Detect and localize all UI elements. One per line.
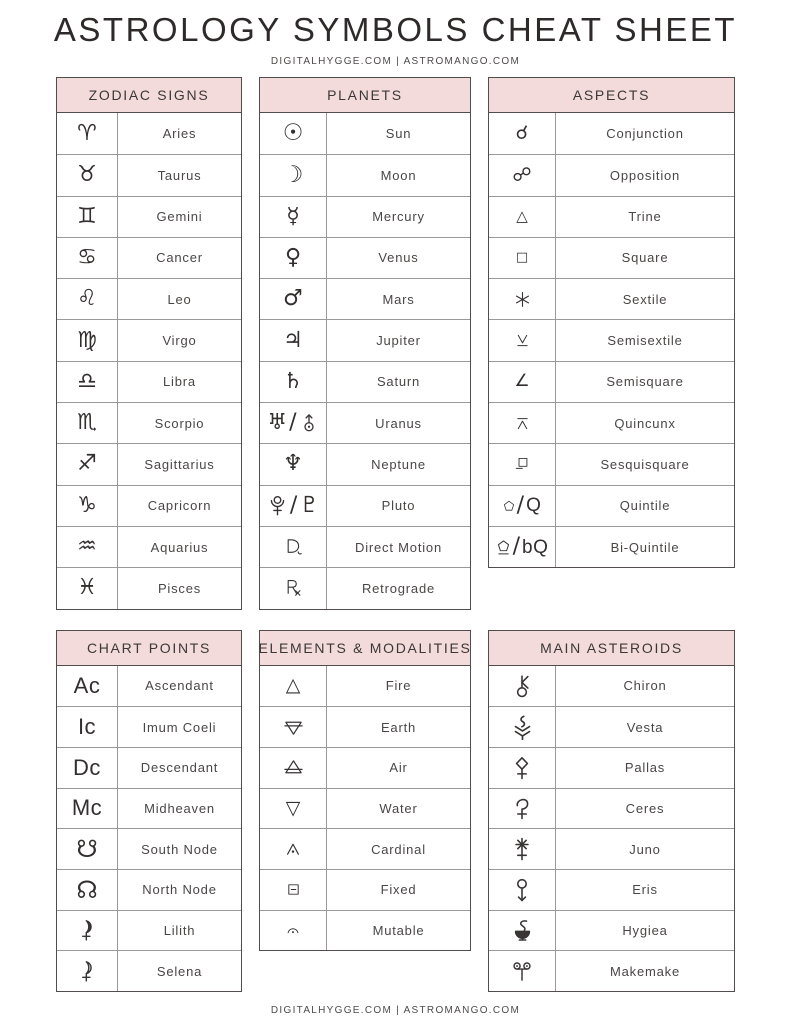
mutable-icon bbox=[286, 923, 300, 937]
symbol-text: ♀ bbox=[284, 244, 302, 270]
symbol-mars bbox=[260, 279, 327, 319]
label-selena: Selena bbox=[156, 963, 203, 979]
table-row bbox=[260, 828, 470, 869]
symbol-ascendant bbox=[57, 666, 118, 707]
symbol-text: ♑ bbox=[77, 492, 97, 518]
symbol-virgo bbox=[57, 320, 118, 360]
selena-icon bbox=[76, 960, 98, 982]
label-jupiter: Jupiter bbox=[376, 333, 421, 349]
table-body bbox=[489, 113, 734, 567]
symbol-juno bbox=[489, 829, 556, 869]
table-row bbox=[489, 278, 734, 319]
symbol-midheaven bbox=[57, 789, 118, 829]
symbol-fixed bbox=[260, 870, 327, 910]
symbol-trine bbox=[489, 197, 556, 237]
table-row bbox=[57, 706, 241, 747]
label-saturn: Saturn bbox=[376, 374, 421, 390]
symbol-makemake bbox=[489, 951, 556, 991]
table-row bbox=[57, 402, 241, 443]
direct-motion-icon bbox=[285, 537, 302, 557]
label-sun: Sun bbox=[385, 126, 412, 142]
table-row bbox=[489, 196, 734, 237]
table-row bbox=[260, 706, 470, 747]
table-row bbox=[489, 113, 734, 154]
symbol-uranus bbox=[260, 403, 327, 443]
table-row bbox=[57, 361, 241, 402]
table-body bbox=[57, 666, 241, 992]
table-row bbox=[57, 196, 241, 237]
table-chart-points bbox=[56, 630, 242, 993]
pallas-icon bbox=[510, 756, 534, 780]
symbol-imum-coeli bbox=[57, 707, 118, 747]
label-direct-motion: Direct Motion bbox=[355, 539, 442, 555]
label-uranus: Uranus bbox=[375, 415, 422, 431]
quincunx-icon bbox=[515, 416, 530, 431]
label-virgo: Virgo bbox=[162, 333, 197, 349]
symbol-text: ☿ bbox=[286, 203, 300, 229]
label-pisces: Pisces bbox=[157, 580, 202, 596]
table-row bbox=[57, 526, 241, 567]
vesta-icon bbox=[510, 715, 535, 740]
symbol-text: △ bbox=[285, 674, 301, 697]
table-row bbox=[260, 361, 470, 402]
pentagon-icon bbox=[503, 500, 515, 512]
label-moon: Moon bbox=[380, 167, 417, 183]
table-body bbox=[260, 666, 470, 951]
table-planets bbox=[259, 77, 471, 610]
label-bi-quintile: Bi-Quintile bbox=[610, 539, 680, 555]
table-row bbox=[57, 828, 241, 869]
juno-icon bbox=[510, 837, 534, 861]
label-pallas: Pallas bbox=[624, 760, 666, 776]
table-title: PLANETS bbox=[260, 78, 470, 113]
symbol-text: ♎ bbox=[77, 368, 97, 394]
symbol-hygiea bbox=[489, 911, 556, 951]
table-row bbox=[489, 869, 734, 910]
label-pluto: Pluto bbox=[381, 498, 416, 514]
label-gemini: Gemini bbox=[156, 209, 203, 225]
symbol-text: ♇ bbox=[299, 492, 320, 518]
sesquisquare-icon bbox=[515, 457, 529, 471]
table-row bbox=[57, 154, 241, 195]
label-quintile: Quintile bbox=[619, 498, 671, 514]
table-body bbox=[489, 666, 734, 992]
symbol-taurus bbox=[57, 155, 118, 195]
symbol-text: Mc bbox=[71, 795, 103, 821]
symbol-mutable bbox=[260, 911, 327, 951]
table-elements-modalities bbox=[259, 630, 471, 952]
symbol-chiron bbox=[489, 666, 556, 707]
symbol-text: Ac bbox=[73, 672, 101, 698]
table-row bbox=[489, 237, 734, 278]
table-title: CHART POINTS bbox=[57, 631, 241, 666]
table-row bbox=[57, 443, 241, 484]
symbol-text: ☋ bbox=[76, 835, 98, 864]
label-semisquare: Semisquare bbox=[606, 374, 684, 390]
tables-row-2 bbox=[56, 630, 735, 993]
table-row bbox=[260, 910, 470, 951]
symbol-cancer bbox=[57, 238, 118, 278]
symbol-text: ∠ bbox=[514, 371, 530, 392]
symbol-text: ♍ bbox=[77, 327, 97, 353]
label-eris: Eris bbox=[632, 882, 658, 898]
table-row bbox=[489, 402, 734, 443]
hygiea-icon bbox=[511, 919, 534, 942]
label-imum-coeli: Imum Coeli bbox=[142, 719, 217, 735]
table-title: ZODIAC SIGNS bbox=[57, 78, 241, 113]
label-aquarius: Aquarius bbox=[150, 539, 209, 555]
symbol-text: bQ bbox=[522, 536, 549, 558]
table-row bbox=[489, 666, 734, 707]
lilith-icon bbox=[76, 919, 98, 941]
label-cancer: Cancer bbox=[156, 250, 203, 266]
table-body bbox=[260, 113, 470, 609]
symbol-libra bbox=[57, 362, 118, 402]
table-row bbox=[57, 910, 241, 951]
table-row bbox=[260, 319, 470, 360]
symbol-text: △ bbox=[516, 207, 528, 226]
table-row bbox=[260, 747, 470, 788]
symbol-semisextile bbox=[489, 320, 556, 360]
symbol-text: ♐ bbox=[77, 451, 97, 477]
label-vesta: Vesta bbox=[626, 719, 664, 735]
table-row bbox=[260, 237, 470, 278]
symbol-square bbox=[489, 238, 556, 278]
label-leo: Leo bbox=[167, 291, 192, 307]
label-opposition: Opposition bbox=[609, 167, 681, 183]
cheat-sheet bbox=[56, 77, 735, 992]
symbol-text: ♒ bbox=[77, 534, 97, 560]
symbol-descendant bbox=[57, 748, 118, 788]
symbol-text: ♄ bbox=[283, 368, 303, 394]
symbol-selena bbox=[57, 951, 118, 991]
symbol-text: □ bbox=[515, 250, 529, 266]
table-zodiac-signs bbox=[56, 77, 242, 610]
table-row bbox=[260, 196, 470, 237]
semisextile-icon bbox=[515, 333, 530, 348]
table-row bbox=[57, 567, 241, 608]
label-midheaven: Midheaven bbox=[144, 800, 215, 816]
label-ceres: Ceres bbox=[625, 800, 665, 816]
symbol-pisces bbox=[57, 568, 118, 608]
symbol-text: ♓ bbox=[77, 575, 97, 601]
label-quincunx: Quincunx bbox=[614, 415, 676, 431]
symbol-opposition bbox=[489, 155, 556, 195]
symbol-direct-motion bbox=[260, 527, 327, 567]
label-chiron: Chiron bbox=[623, 678, 667, 694]
symbol-jupiter bbox=[260, 320, 327, 360]
symbol-quintile bbox=[489, 486, 556, 526]
symbol-retrograde bbox=[260, 568, 327, 608]
symbol-moon bbox=[260, 155, 327, 195]
label-descendant: Descendant bbox=[140, 760, 219, 776]
label-cardinal: Cardinal bbox=[371, 841, 426, 857]
chiron-icon bbox=[510, 674, 534, 698]
table-row bbox=[260, 526, 470, 567]
symbol-text: ☽ bbox=[282, 161, 304, 188]
symbol-mercury bbox=[260, 197, 327, 237]
table-row bbox=[57, 319, 241, 360]
table-row bbox=[260, 666, 470, 707]
label-south-node: South Node bbox=[141, 841, 218, 857]
symbol-air bbox=[260, 748, 327, 788]
table-row bbox=[489, 706, 734, 747]
symbol-sesquisquare bbox=[489, 444, 556, 484]
symbol-earth bbox=[260, 707, 327, 747]
fixed-icon bbox=[286, 882, 301, 897]
table-row bbox=[260, 567, 470, 608]
label-semisextile: Semisextile bbox=[607, 333, 683, 349]
label-makemake: Makemake bbox=[610, 963, 680, 979]
symbol-fire bbox=[260, 666, 327, 707]
symbol-pallas bbox=[489, 748, 556, 788]
table-title: MAIN ASTEROIDS bbox=[489, 631, 734, 666]
symbol-text: ♆ bbox=[283, 451, 303, 477]
symbol-text: ♃ bbox=[283, 327, 303, 353]
label-fixed: Fixed bbox=[380, 882, 417, 898]
table-row bbox=[489, 526, 734, 567]
air-element-icon bbox=[284, 758, 303, 777]
symbol-text: ♊ bbox=[77, 203, 97, 229]
symbol-quincunx bbox=[489, 403, 556, 443]
label-sextile: Sextile bbox=[622, 291, 668, 307]
symbol-text: ☉ bbox=[282, 120, 304, 147]
table-row bbox=[489, 828, 734, 869]
symbol-conjunction bbox=[489, 113, 556, 154]
table-row bbox=[260, 278, 470, 319]
table-row bbox=[489, 747, 734, 788]
table-row bbox=[489, 154, 734, 195]
table-row bbox=[57, 747, 241, 788]
table-row bbox=[260, 869, 470, 910]
symbol-text: ☍ bbox=[512, 163, 532, 186]
symbol-aquarius bbox=[57, 527, 118, 567]
table-row bbox=[489, 788, 734, 829]
table-row bbox=[57, 485, 241, 526]
label-trine: Trine bbox=[628, 209, 662, 225]
earth-element-icon bbox=[284, 718, 303, 737]
table-row bbox=[260, 788, 470, 829]
eris-icon bbox=[510, 878, 534, 902]
symbol-text: ▽ bbox=[285, 796, 301, 819]
symbol-pluto bbox=[260, 486, 327, 526]
symbol-aries bbox=[57, 113, 118, 154]
table-row bbox=[260, 443, 470, 484]
symbol-text: ☌ bbox=[515, 122, 529, 145]
label-conjunction: Conjunction bbox=[606, 126, 684, 142]
table-title: ASPECTS bbox=[489, 78, 734, 113]
label-scorpio: Scorpio bbox=[154, 415, 205, 431]
symbol-saturn bbox=[260, 362, 327, 402]
label-sesquisquare: Sesquisquare bbox=[600, 456, 690, 472]
symbol-semisquare bbox=[489, 362, 556, 402]
page-title: ASTROLOGY SYMBOLS CHEAT SHEET bbox=[53, 11, 738, 48]
table-main-asteroids bbox=[488, 630, 735, 993]
table-aspects bbox=[488, 77, 735, 568]
label-square: Square bbox=[621, 250, 669, 266]
table-row bbox=[489, 910, 734, 951]
symbol-text: ♏ bbox=[77, 410, 97, 436]
symbol-north-node bbox=[57, 870, 118, 910]
symbol-ceres bbox=[489, 789, 556, 829]
symbol-leo bbox=[57, 279, 118, 319]
symbol-text: ♌ bbox=[77, 286, 97, 312]
retrograde-icon bbox=[285, 578, 302, 598]
table-body bbox=[57, 113, 241, 609]
symbol-text: ♉ bbox=[77, 162, 97, 188]
symbol-text: Ic bbox=[77, 714, 97, 740]
symbol-text: ♋ bbox=[77, 244, 97, 270]
symbol-text: ♈ bbox=[77, 120, 97, 146]
credits-bottom: DIGITALHYGGE.COM | ASTROMANGO.COM bbox=[270, 1005, 521, 1016]
symbol-vesta bbox=[489, 707, 556, 747]
symbol-sagittarius bbox=[57, 444, 118, 484]
label-lilith: Lilith bbox=[163, 922, 196, 938]
symbol-text: Dc bbox=[73, 754, 101, 780]
pluto-alt-icon bbox=[267, 495, 288, 516]
label-earth: Earth bbox=[380, 719, 417, 735]
label-sagittarius: Sagittarius bbox=[144, 456, 215, 472]
label-aries: Aries bbox=[162, 126, 197, 142]
credits-top: DIGITALHYGGE.COM | ASTROMANGO.COM bbox=[270, 55, 521, 67]
symbol-water bbox=[260, 789, 327, 829]
table-row bbox=[260, 402, 470, 443]
label-mars: Mars bbox=[382, 291, 415, 307]
label-taurus: Taurus bbox=[157, 167, 202, 183]
table-row bbox=[260, 485, 470, 526]
symbol-south-node bbox=[57, 829, 118, 869]
table-row bbox=[489, 950, 734, 991]
symbol-neptune bbox=[260, 444, 327, 484]
symbol-text: Q bbox=[526, 495, 542, 517]
table-row bbox=[260, 154, 470, 195]
table-row bbox=[260, 113, 470, 154]
label-venus: Venus bbox=[378, 250, 419, 266]
table-row bbox=[57, 278, 241, 319]
symbol-eris bbox=[489, 870, 556, 910]
table-row bbox=[57, 666, 241, 707]
label-libra: Libra bbox=[163, 374, 196, 390]
label-mercury: Mercury bbox=[372, 209, 425, 225]
symbol-venus bbox=[260, 238, 327, 278]
slash-separator: / bbox=[289, 492, 298, 518]
slash-separator: / bbox=[516, 492, 525, 518]
symbol-lilith bbox=[57, 911, 118, 951]
symbol-text: ☊ bbox=[76, 875, 98, 904]
table-row bbox=[57, 950, 241, 991]
symbol-scorpio bbox=[57, 403, 118, 443]
sextile-icon bbox=[514, 291, 531, 308]
symbol-text: ♂ bbox=[283, 286, 303, 312]
label-water: Water bbox=[379, 800, 418, 816]
label-neptune: Neptune bbox=[371, 456, 426, 472]
label-ascendant: Ascendant bbox=[145, 678, 214, 694]
tables-row-1 bbox=[56, 77, 735, 610]
label-capricorn: Capricorn bbox=[147, 498, 212, 514]
table-row bbox=[489, 443, 734, 484]
table-row bbox=[57, 237, 241, 278]
symbol-gemini bbox=[57, 197, 118, 237]
table-row bbox=[57, 869, 241, 910]
ceres-icon bbox=[510, 796, 534, 820]
table-row bbox=[489, 485, 734, 526]
label-hygiea: Hygiea bbox=[622, 922, 668, 938]
makemake-icon bbox=[511, 960, 533, 982]
symbol-sextile bbox=[489, 279, 556, 319]
label-juno: Juno bbox=[629, 841, 661, 857]
symbol-text: ♅ bbox=[267, 410, 288, 436]
table-title: ELEMENTS & MODALITIES bbox=[260, 631, 470, 666]
symbol-capricorn bbox=[57, 486, 118, 526]
label-retrograde: Retrograde bbox=[361, 580, 436, 596]
label-north-node: North Node bbox=[142, 882, 217, 898]
slash-separator: / bbox=[289, 410, 297, 436]
label-air: Air bbox=[389, 760, 408, 776]
symbol-cardinal bbox=[260, 829, 327, 869]
uranus-alt-icon bbox=[299, 413, 319, 433]
pentagon-underline-icon bbox=[496, 540, 511, 555]
cardinal-icon bbox=[284, 840, 302, 858]
table-row bbox=[489, 319, 734, 360]
label-fire: Fire bbox=[385, 678, 412, 694]
label-mutable: Mutable bbox=[372, 922, 425, 938]
symbol-bi-quintile bbox=[489, 527, 556, 567]
table-row bbox=[489, 361, 734, 402]
symbol-sun bbox=[260, 113, 327, 154]
slash-separator: / bbox=[512, 534, 521, 560]
table-row bbox=[57, 788, 241, 829]
table-row bbox=[57, 113, 241, 154]
